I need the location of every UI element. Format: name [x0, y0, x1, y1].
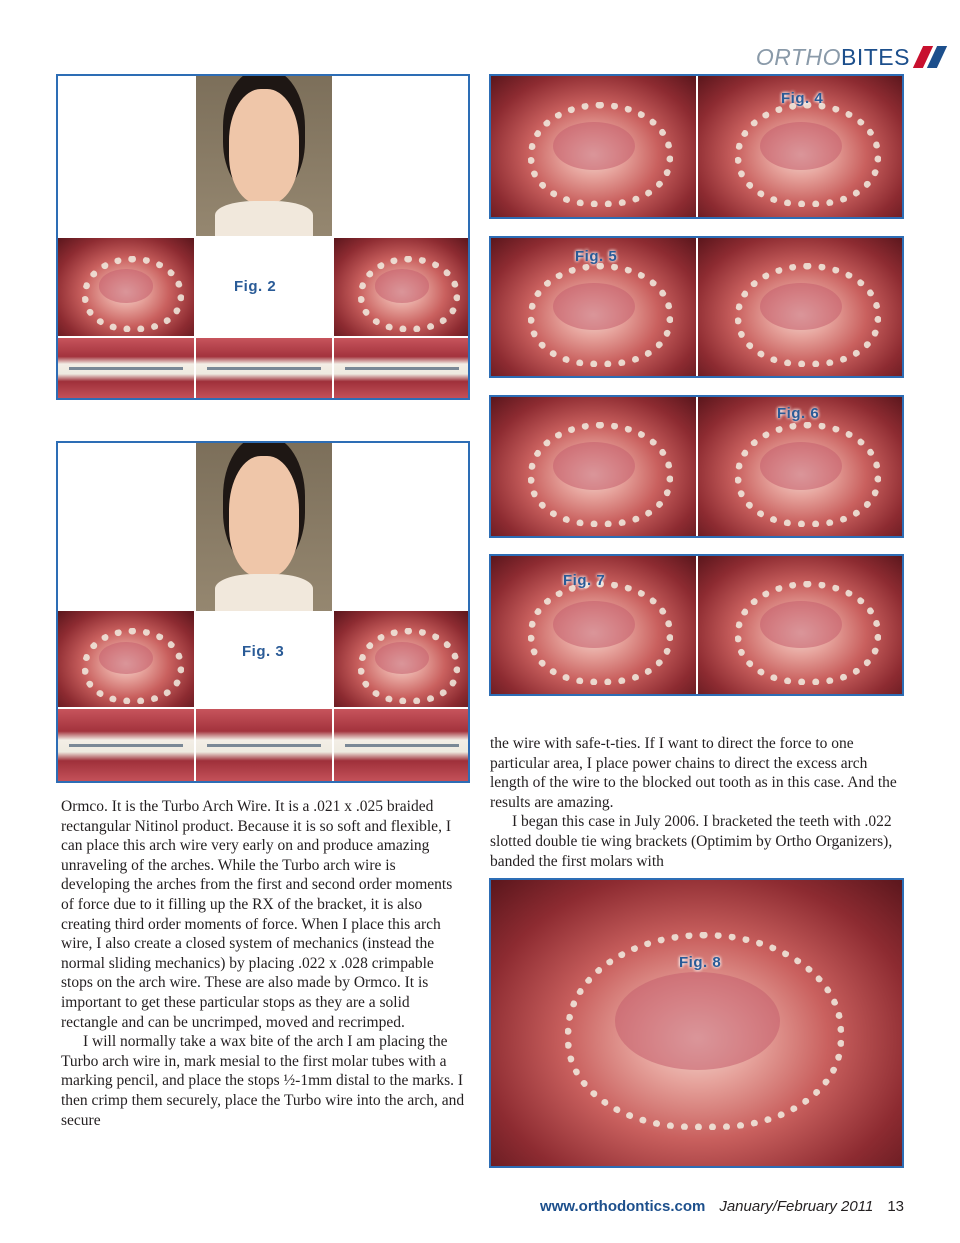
body-text-left — [61, 797, 465, 1130]
frontal-smile-photo — [196, 709, 332, 783]
figure-3-label: Fig. 3 — [242, 643, 285, 660]
upper-occlusal-photo — [58, 611, 194, 707]
section-header — [756, 42, 942, 72]
section-name-suffix: BITES — [841, 43, 910, 70]
left-buccal-photo — [334, 709, 470, 783]
figure-7-label: Fig. 7 — [563, 572, 606, 589]
frontal-smile-photo — [196, 338, 332, 400]
figure-2-label: Fig. 2 — [234, 278, 277, 295]
figure-7 — [489, 554, 904, 696]
lower-occlusal-photo — [491, 880, 904, 1168]
portrait-photo — [196, 443, 332, 611]
figure-6 — [489, 395, 904, 538]
issue-date: January/February 2011 — [719, 1198, 874, 1215]
figure-4 — [489, 74, 904, 219]
page-footer — [540, 1198, 904, 1215]
figure-6-label: Fig. 6 — [777, 405, 820, 422]
figure-5-label: Fig. 5 — [575, 248, 618, 265]
figure-3 — [56, 441, 470, 783]
paragraph: I will normally take a wax bite of the arch I am placing the Turbo arch wire in, mark mesial to the first molar tubes with a marking pencil, and place the stops ½-1mm distal to the marks. I then crimp them securely, place the Turbo wire into the arch, and secure — [61, 1033, 465, 1129]
paragraph: Ormco. It is the Turbo Arch Wire. It is a .021 x .025 braided rectangular Nitinol product. Because it is so soft and flexible, I can place this arch wire very early on and produce amazing unraveling of the arches. While the Turbo arch wire is developing the arches from the first and second order moments of force due to it filling up the RX of the bracket, it is also creating third order moments of force. When I place this arch wire, I also create a closed system of mechanics (instead the normal sliding mechanics) by placing .022 x .028 crimpable stops on the arch wire. These are also made by Ormco. It is important to get these particular stops as they are a solid rectangle and can be uncrimped, moved and recrimped. — [61, 798, 453, 1031]
figure-5 — [489, 236, 904, 378]
lower-occlusal-photo-b — [698, 238, 904, 378]
figure-2 — [56, 74, 470, 400]
lower-occlusal-photo — [334, 238, 470, 336]
right-buccal-photo — [58, 709, 194, 783]
upper-occlusal-photo — [491, 76, 696, 219]
right-buccal-photo — [58, 338, 194, 400]
portrait-photo — [196, 76, 332, 236]
upper-occlusal-photo — [58, 238, 194, 336]
section-name-prefix: ORTHO — [755, 43, 842, 70]
left-buccal-photo — [334, 338, 470, 400]
lower-occlusal-photo-b — [698, 556, 904, 696]
website-link[interactable]: www.orthodontics.com — [540, 1198, 706, 1215]
body-text-right — [490, 734, 904, 871]
lower-occlusal-photo — [334, 611, 470, 707]
page-number: 13 — [887, 1198, 904, 1215]
figure-8-label: Fig. 8 — [679, 954, 722, 971]
paragraph: I began this case in July 2006. I bracketed the teeth with .022 slotted double tie wing brackets (Optimim by Ortho Organizers), banded the first molars with — [490, 813, 893, 870]
lower-occlusal-photo-a — [491, 397, 696, 538]
figure-4-label: Fig. 4 — [781, 90, 824, 107]
figure-8 — [489, 878, 904, 1168]
paragraph: the wire with safe-t-ties. If I want to direct the force to one particular area, I place power chains to direct the excess arch length of the wire to the blocked out tooth as in this case. And the results are amazing. — [490, 735, 897, 811]
